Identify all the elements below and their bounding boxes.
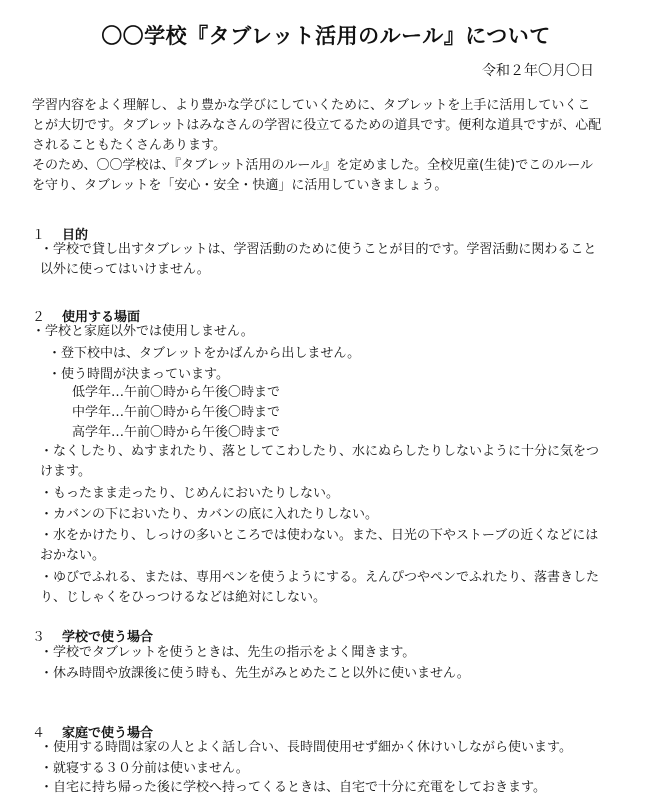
section-number: ４: [32, 726, 46, 741]
list-item: ・学校と家庭以外では使用しません。: [32, 324, 254, 339]
intro-paragraph-1: 学習内容をよく理解し、より豊かな学びにしていくために、タブレットを上手に活用していくことが大切です。タブレットはみなさんの学習に役立てるための道具です。便利な道具ですが、心配されることもたくさんあります。: [32, 98, 602, 153]
section-number: ３: [32, 630, 46, 645]
list-item: ・就寝する３０分前は使いません。: [40, 761, 249, 776]
section-title: 目的: [62, 228, 89, 243]
list-item: ・もったまま走ったり、じめんにおいたりしない。: [40, 486, 340, 501]
list-item: ・使用する時間は家の人とよく話し合い、長時間使用せず細かく休けいしながら使います。: [40, 740, 572, 755]
list-item: ・登下校中は、タブレットをかばんから出しません。: [48, 346, 361, 361]
section-title: 学校で使う場合: [62, 630, 154, 645]
list-item: ・使う時間が決まっています。: [48, 367, 229, 382]
section-title: 使用する場面: [62, 310, 141, 325]
document-date: 令和２年〇月〇日: [482, 63, 594, 79]
intro-paragraph-2: そのため、〇〇学校は、『タブレット活用のルール』を定めました。全校児童(生徒)でこのルールを守り、タブレットを「安心・安全・快適」に活用していきましょう。: [32, 158, 593, 193]
list-item: ・学校でタブレットを使うときは、先生の指示をよく聞きます。: [40, 645, 416, 660]
list-item: ・自宅に持ち帰った後に学校へ持ってくるときは、自宅で十分に充電をしておきます。: [40, 780, 546, 795]
schedule-item-middle-grade: 中学年…午前〇時から午後〇時まで: [72, 405, 281, 420]
list-item: ・カバンの下においたり、カバンの底に入れたりしない。: [40, 507, 379, 522]
section-number: ２: [32, 310, 46, 325]
list-item: ・学校で貸し出すタブレットは、学習活動のために使うことが目的です。学習活動に関わること以外に使ってはいけません。: [40, 242, 597, 277]
section-number: １: [32, 228, 46, 243]
list-item: ・ゆびでふれる、または、専用ペンを使うようにする。えんぴつやペンでふれたり、落書きしたり、じしゃくをひっつけるなどは絶対にしない。: [40, 570, 600, 605]
document-title: 〇〇学校『タブレット活用のルール』について: [101, 24, 551, 48]
list-item: ・水をかけたり、しっけの多いところでは使わない。また、日光の下やストーブの近くなどにはおかない。: [40, 528, 599, 563]
list-item: ・なくしたり、ぬすまれたり、落としてこわしたり、水にぬらしたりしないように十分に気をつけます。: [40, 444, 600, 479]
schedule-item-lower-grade: 低学年…午前〇時から午後〇時まで: [72, 385, 281, 400]
schedule-item-upper-grade: 高学年…午前〇時から午後〇時まで: [72, 425, 281, 440]
list-item: ・休み時間や放課後に使う時も、先生がみとめたこと以外に使いません。: [40, 666, 470, 681]
section-title: 家庭で使う場合: [62, 726, 154, 741]
